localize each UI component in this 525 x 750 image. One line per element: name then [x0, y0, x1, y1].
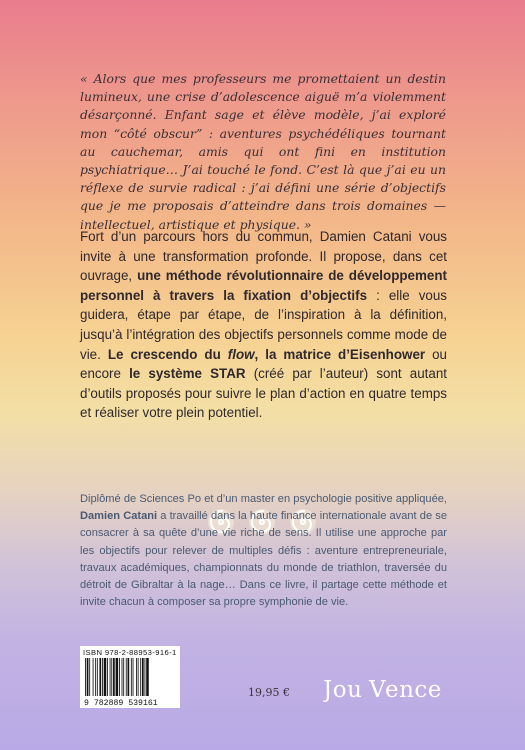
barcode-bar [99, 658, 101, 696]
description-text: (créé par l’auteur) sont autant d’outils proposés pour suivre le plan d’action en quatre temps et réaliser votre plein potentiel. [80, 366, 447, 421]
barcode-bar [97, 658, 98, 696]
bio-text: Diplômé de Sciences Po et d’un master en psychologie positive appliquée, [80, 493, 447, 505]
barcode-bar [126, 658, 127, 696]
barcode-bar [93, 658, 94, 696]
barcode-bar [89, 658, 90, 696]
publisher-logo-image [323, 675, 443, 705]
description-highlight-star: le système STAR [129, 366, 246, 382]
description-text: Fort d’un parcours hors du commun, Damien Catani vous invite à une transformation profonde. Il propose, dans cet ouvrage, [80, 229, 447, 284]
barcode-bar [119, 658, 120, 696]
description-highlight-crescendo [108, 347, 425, 362]
description-text: ou encore [80, 346, 447, 382]
bio-text: a travaillé dans la haute finance internationale avant de se consacrer à sa quête d’une vie riche de sens. Il utilise une approche par les objectifs pour relever de multiples défis : aventure entrepreneuriale, travaux académiques, championnats du monde de triathlon, traversée du détroit de Gibraltar à la nage… Dans ce livre, il partage cette méthode et invite chacun à composer sa propre symphonie de vie. [80, 510, 447, 609]
barcode-bar [111, 658, 112, 696]
barcode-bar [122, 658, 123, 696]
barcode-image [83, 658, 177, 706]
barcode-bar [110, 658, 111, 696]
svg-text:ence: ence [385, 677, 442, 703]
barcode-bar [85, 658, 86, 696]
isbn-barcode [80, 646, 180, 708]
barcode-bar [146, 658, 149, 696]
barcode-bar [131, 658, 132, 696]
eisenhower-label: , la matrice d’Eisenhower [254, 346, 426, 362]
barcode-bar [102, 658, 103, 696]
svg-text:Jou: Jou [323, 677, 363, 703]
price: 19,95 € [248, 686, 290, 699]
description-text: : elle vous guidera, étape par étape, de l’inspiration à la définition, jusqu’à l’intégration des objectifs personnels comme mode de vie. [80, 287, 448, 362]
isbn-label: ISBN 978-2-88953-916-1 [83, 648, 177, 657]
barcode-bar [95, 658, 96, 696]
barcode-bar [113, 658, 115, 696]
barcode-bar [123, 658, 124, 696]
barcode-bar [138, 658, 139, 696]
barcode-bar [87, 658, 89, 696]
author-name: Damien Catani [80, 510, 158, 523]
description-highlight-method: une méthode révolutionnaire de développement personnel à travers la fixation d’objectifs [80, 268, 447, 303]
author-quote: « Alors que mes professeurs me promettaient un destin lumineux, une crise d’adolescence aiguë m’a violemment désarçonné. Enfant sage et élève modèle, j’ai exploré mon “côté obscur” : aventures psychédéliques tournant au cauchemar, amis qui ont fini en institution psychiatrique… J’ai touché le fond. C’est là que j’ai eu un réflexe de survie radical : j’ai défini une série d’objectifs que je me proposais d’atteindre dans trois domaines — intellectuel, artistique et physique. » [80, 71, 446, 232]
barcode-bar [128, 658, 130, 696]
publisher-logo [323, 675, 443, 705]
barcode-bar [133, 658, 134, 696]
barcode-bar [142, 658, 144, 696]
barcode-bar [116, 658, 119, 696]
flow-word: flow [227, 346, 255, 362]
crescendo-label: Le crescendo du [107, 346, 228, 362]
book-description [80, 227, 447, 423]
barcode-bar [140, 658, 141, 696]
barcode-bar [145, 658, 146, 696]
barcode-digits: 9 782889 539161 [84, 699, 158, 706]
barcode-bar [107, 658, 108, 696]
barcode-bar [136, 658, 137, 696]
author-bio [80, 491, 447, 611]
svg-text:V: V [369, 677, 387, 703]
barcode-bar [104, 658, 107, 696]
